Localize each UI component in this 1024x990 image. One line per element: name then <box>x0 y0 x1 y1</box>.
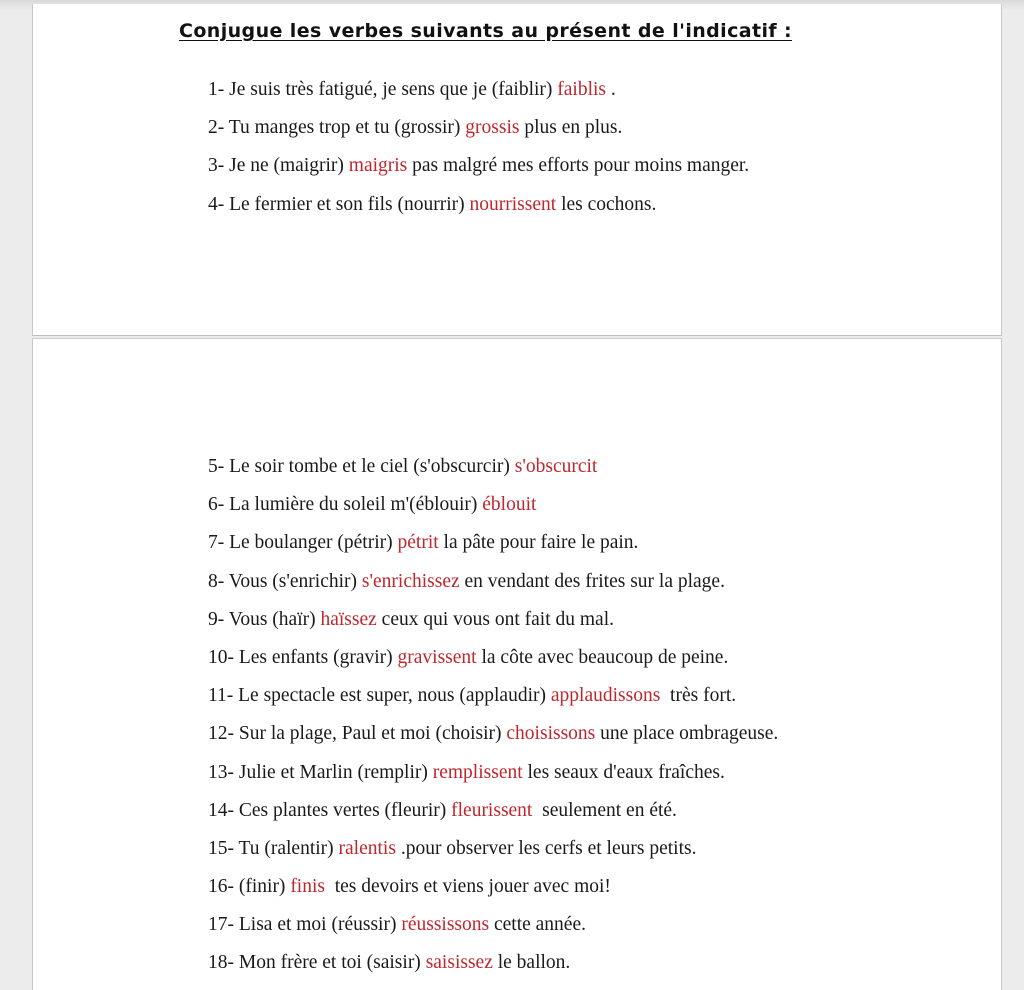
item-text: 18- Mon frère et toi (saisir) <box>208 952 426 974</box>
item-answer: nourrissent <box>469 193 557 215</box>
item-text: 4- Le fermier et son fils (nourrir) <box>208 193 470 215</box>
item-answer: faiblis <box>557 79 607 100</box>
item-answer: éblouit <box>482 494 537 516</box>
item-answer: saisissez <box>425 952 493 974</box>
list-item <box>208 950 778 988</box>
item-answer: réussissons <box>401 914 490 936</box>
item-text: 2- Tu manges trop et tu (grossir) <box>208 117 466 139</box>
item-answer: choisissons <box>506 723 596 745</box>
item-answer: pétrit <box>397 532 439 554</box>
item-text: 9- Vous (haïr) <box>208 608 321 630</box>
item-text: 6- La lumière du soleil m'(éblouir) <box>208 494 483 516</box>
item-text: 14- Ces plantes vertes (fleurir) <box>208 799 452 821</box>
item-text: ceux qui vous ont fait du mal. <box>376 608 615 630</box>
document-page-2 <box>32 338 1002 990</box>
item-text: 17- Lisa et moi (réussir) <box>208 914 402 936</box>
list-item <box>208 569 778 607</box>
list-item <box>208 77 749 115</box>
item-text: 13- Julie et Marlin (remplir) <box>208 761 433 783</box>
list-item <box>208 683 778 721</box>
item-text: une place ombrageuse. <box>595 723 779 745</box>
item-text: 5- Le soir tombe et le ciel (s'obscurcir) <box>208 456 515 477</box>
exercise-title: Conjugue les verbes suivants au présent de l'indicatif : <box>179 20 793 42</box>
item-text: 7- Le boulanger (pétrir) <box>208 532 398 554</box>
list-item <box>208 153 749 191</box>
item-text: 3- Je ne (maigrir) <box>208 155 349 177</box>
list-item <box>208 115 749 153</box>
list-item <box>208 798 778 836</box>
item-text: la côte avec beaucoup de peine. <box>476 646 729 668</box>
list-item <box>208 492 778 530</box>
item-text: les cochons. <box>556 193 657 215</box>
list-item <box>208 912 778 950</box>
item-text: 12- Sur la plage, Paul et moi (choisir) <box>208 723 507 745</box>
item-text: le ballon. <box>492 952 571 974</box>
list-item <box>208 645 778 683</box>
item-text: 10- Les enfants (gravir) <box>208 646 398 668</box>
item-answer: grossis <box>465 117 520 139</box>
item-answer: ralentis <box>338 837 396 859</box>
item-answer: s'enrichissez <box>361 570 460 592</box>
list-item <box>208 836 778 874</box>
item-text: 8- Vous (s'enrichir) <box>208 570 362 592</box>
document-page-1 <box>32 4 1002 336</box>
item-text: 15- Tu (ralentir) <box>208 837 339 859</box>
item-text: . <box>606 79 616 100</box>
item-text: 16- (finir) <box>208 876 291 898</box>
item-text: 11- Le spectacle est super, nous (applaudir) <box>208 685 551 707</box>
item-answer: remplissent <box>432 761 523 783</box>
item-answer: gravissent <box>397 646 477 668</box>
item-text: tes devoirs et viens jouer avec moi! <box>324 876 611 898</box>
item-answer: s'obscurcit <box>514 456 598 477</box>
exercise-list-page-2 <box>208 454 778 989</box>
item-text: pas malgré mes efforts pour moins manger. <box>407 155 750 177</box>
item-answer: applaudissons <box>550 685 661 707</box>
item-text: .pour observer les cerfs et leurs petits. <box>395 837 697 859</box>
list-item <box>208 721 778 759</box>
item-text: très fort. <box>660 685 737 707</box>
item-answer: maigris <box>348 155 408 177</box>
list-item <box>208 454 778 492</box>
exercise-list-page-1 <box>208 77 749 230</box>
list-item <box>208 874 778 912</box>
item-text: plus en plus. <box>519 117 623 139</box>
item-text: en vendant des frites sur la plage. <box>459 570 725 592</box>
item-text: cette année. <box>489 914 586 936</box>
item-text: les seaux d'eaux fraîches. <box>522 761 725 783</box>
item-text: la pâte pour faire le pain. <box>438 532 639 554</box>
item-answer: finis <box>290 876 325 898</box>
item-text: seulement en été. <box>532 799 677 821</box>
list-item <box>208 192 749 230</box>
list-item <box>208 530 778 568</box>
item-text: 1- Je suis très fatigué, je sens que je (faiblir) <box>208 79 558 100</box>
list-item <box>208 607 778 645</box>
item-answer: haïssez <box>320 608 377 630</box>
list-item <box>208 760 778 798</box>
item-answer: fleurissent <box>451 799 533 821</box>
